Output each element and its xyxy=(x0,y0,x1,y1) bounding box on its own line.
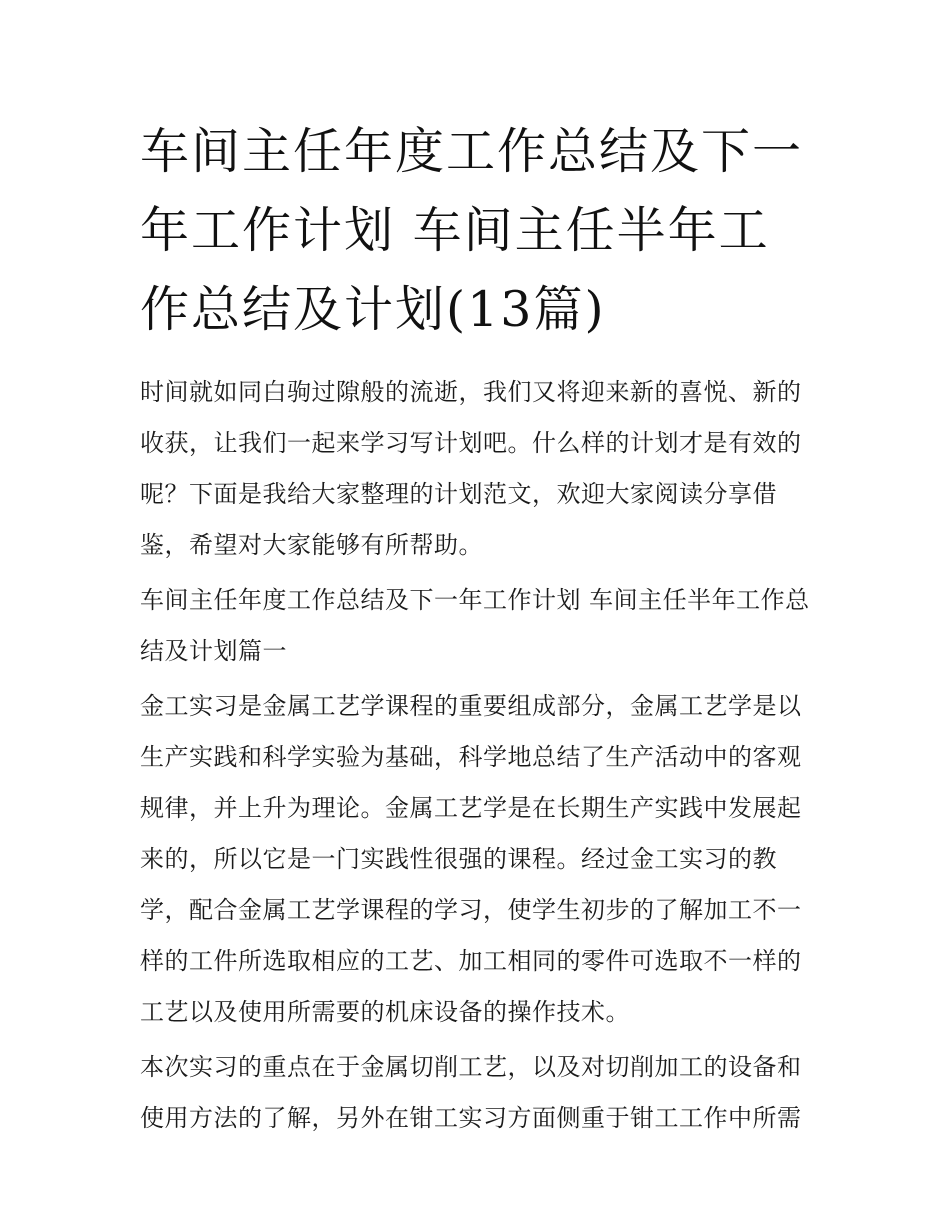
document-body xyxy=(140,112,812,1144)
body-paragraph: 金工实习是金属工艺学课程的重要组成部分，金属工艺学是以生产实践和科学实验为基础，科学地总结了生产活动中的客观规律，并上升为理论。金属工艺学是在长期生产实践中发展起来的，所以它是一门实践性很强的课程。经过金工实习的教学，配合金属工艺学课程的学习，使学生初步的了解加工不一样的工件所选取相应的工艺、加工相同的零件可选取不一样的工艺以及使用所需要的机床设备的操作技术。 xyxy=(140,692,802,1026)
intro-paragraph: 时间就如同白驹过隙般的流逝，我们又将迎来新的喜悦、新的收获，让我们一起来学习写计划吧。什么样的计划才是有效的呢？下面是我给大家整理的计划范文，欢迎大家阅读分享借鉴，希望对大家能够有所帮助。 xyxy=(140,378,802,559)
section-heading-paragraph: 车间主任年度工作总结及下一年工作计划 车间主任半年工作总结及计划篇一 xyxy=(140,586,810,665)
body-paragraph: 本次实习的重点在于金属切削工艺，以及对切削加工的设备和使用方法的了解，另外在钳工实习方面侧重于钳工工作中所需 xyxy=(140,1053,802,1132)
document-title: 车间主任年度工作总结及下一年工作计划 车间主任半年工作总结及计划(13篇) xyxy=(140,123,804,338)
